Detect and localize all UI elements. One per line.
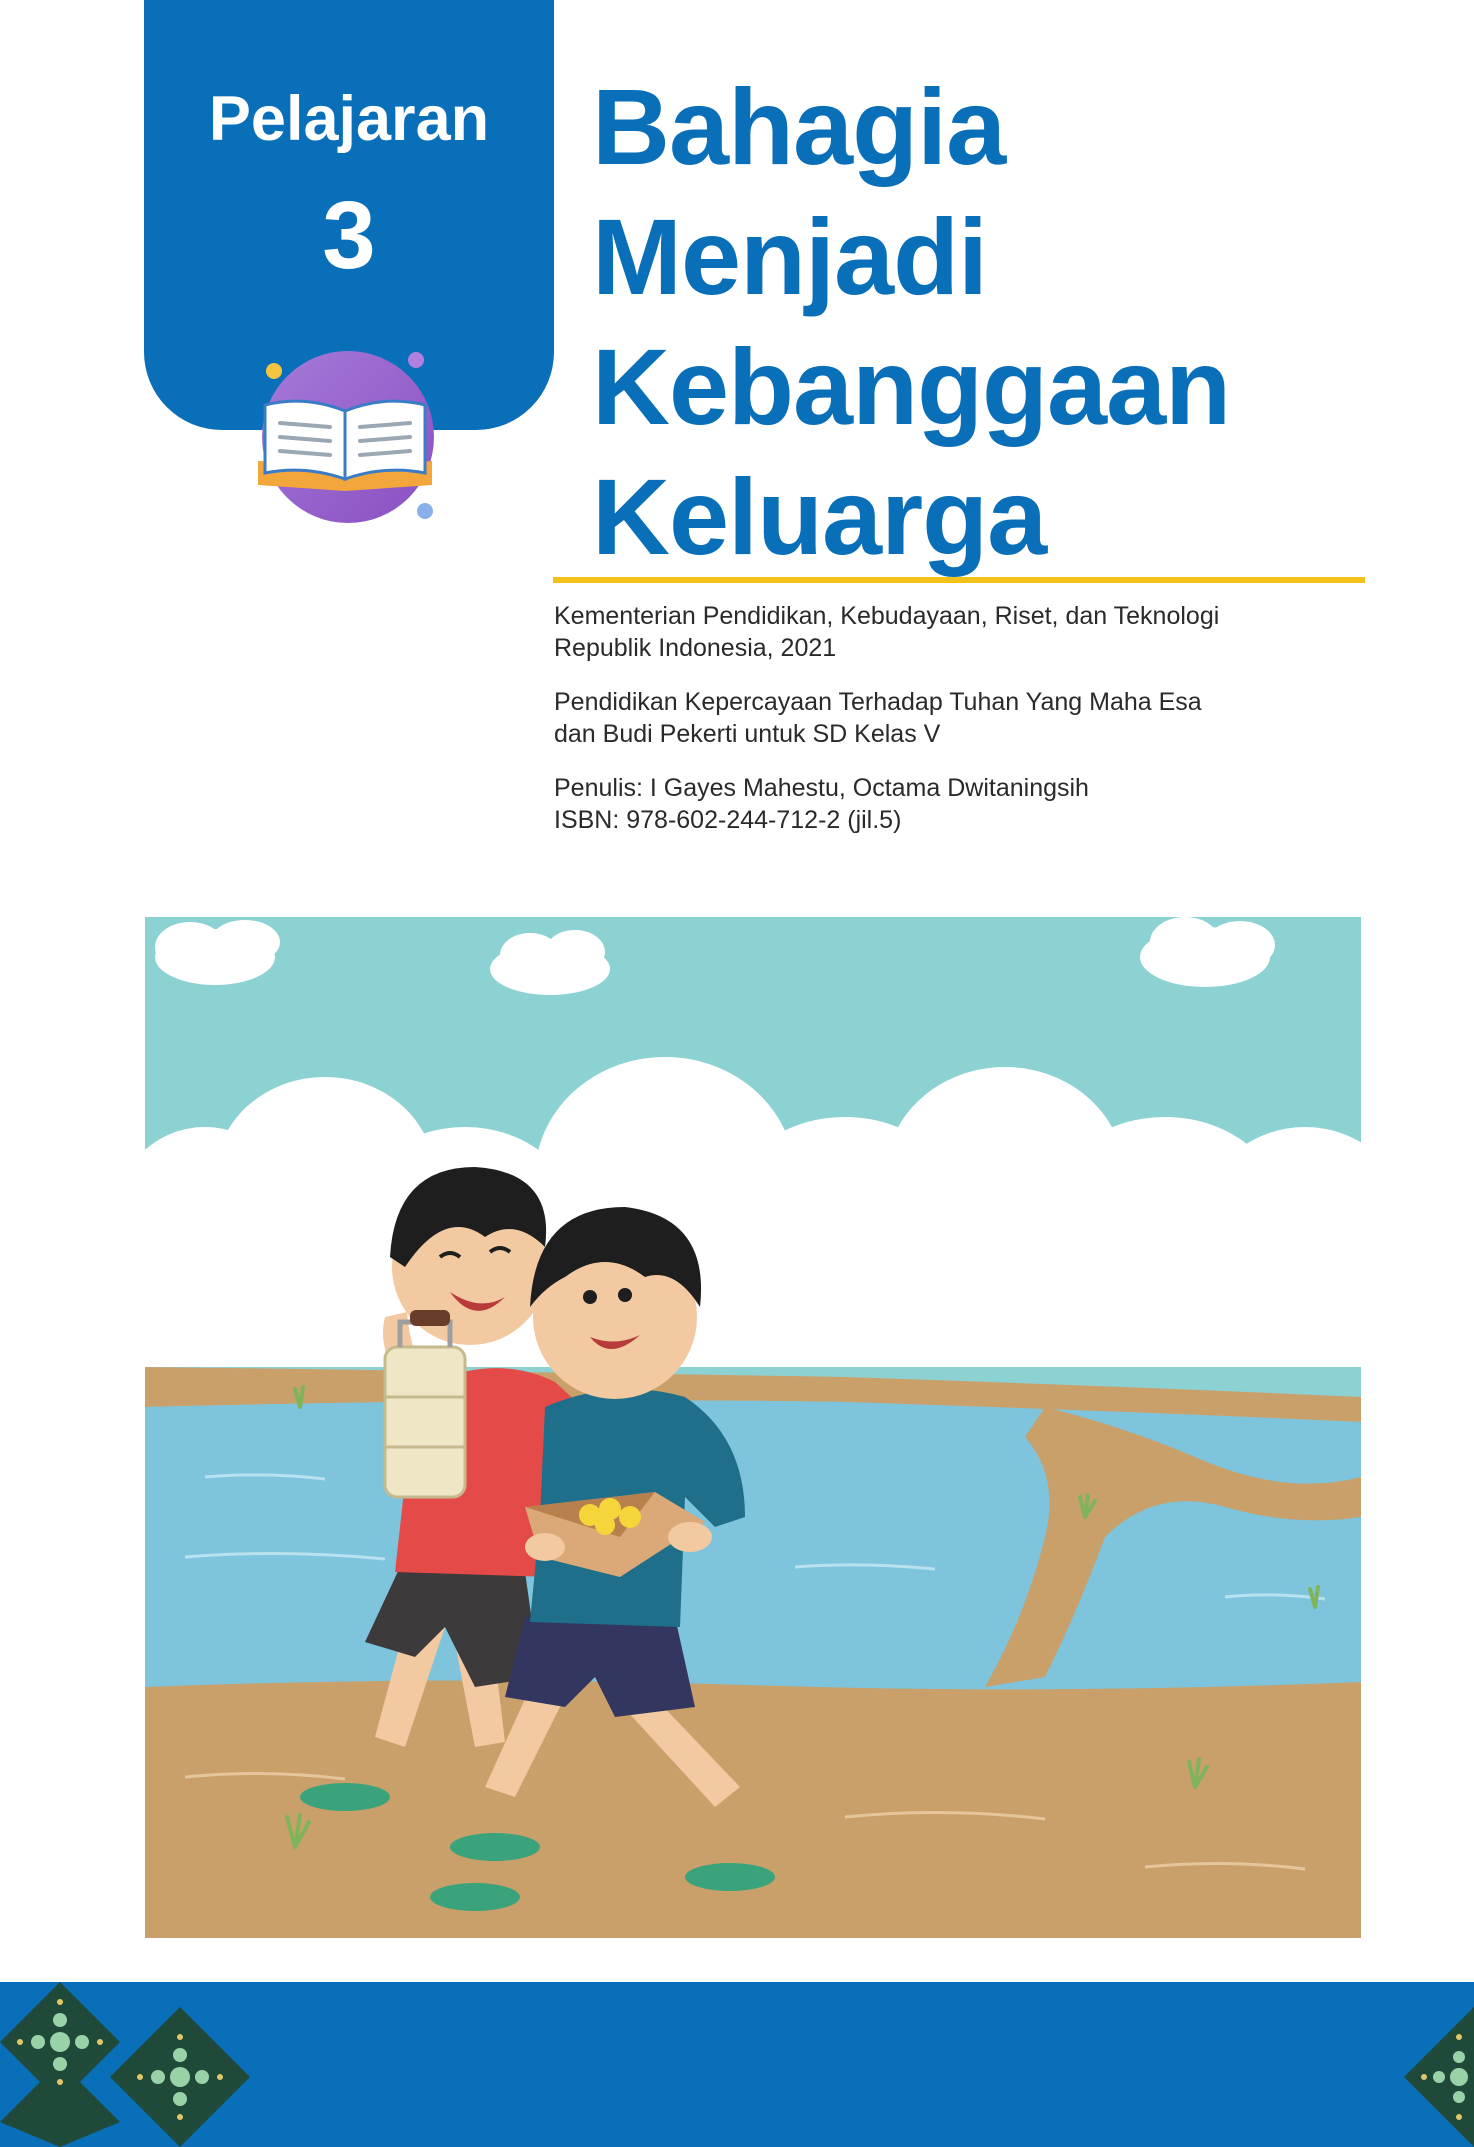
book-subject bbox=[554, 686, 1354, 750]
title-line: Menjadi bbox=[592, 196, 988, 317]
publisher-line: Kementerian Pendidikan, Kebudayaan, Riset, dan Teknologi bbox=[554, 602, 1220, 630]
title-line: Kebanggaan bbox=[592, 326, 1231, 447]
title-line: Bahagia bbox=[592, 66, 1006, 187]
cover-illustration bbox=[145, 917, 1361, 1938]
lesson-number: 3 bbox=[322, 182, 376, 289]
isbn-line: ISBN: 978-602-244-712-2 (jil.5) bbox=[554, 806, 902, 834]
subject-line: dan Budi Pekerti untuk SD Kelas V bbox=[554, 720, 941, 748]
batik-ornament-left bbox=[0, 1982, 260, 2147]
lesson-label: Pelajaran bbox=[208, 84, 490, 154]
authors-line: Penulis: I Gayes Mahestu, Octama Dwitaningsih bbox=[554, 774, 1089, 802]
title-divider bbox=[553, 577, 1365, 583]
batik-ornament-right bbox=[1404, 1982, 1474, 2147]
book-metadata bbox=[554, 600, 1354, 858]
open-book-icon bbox=[250, 345, 440, 530]
subject-line: Pendidikan Kepercayaan Terhadap Tuhan Yang Maha Esa bbox=[554, 688, 1202, 716]
lesson-title bbox=[592, 62, 1230, 582]
publisher-line: Republik Indonesia, 2021 bbox=[554, 634, 837, 662]
title-line: Keluarga bbox=[592, 456, 1047, 577]
publisher-info bbox=[554, 600, 1354, 664]
credits bbox=[554, 772, 1354, 836]
